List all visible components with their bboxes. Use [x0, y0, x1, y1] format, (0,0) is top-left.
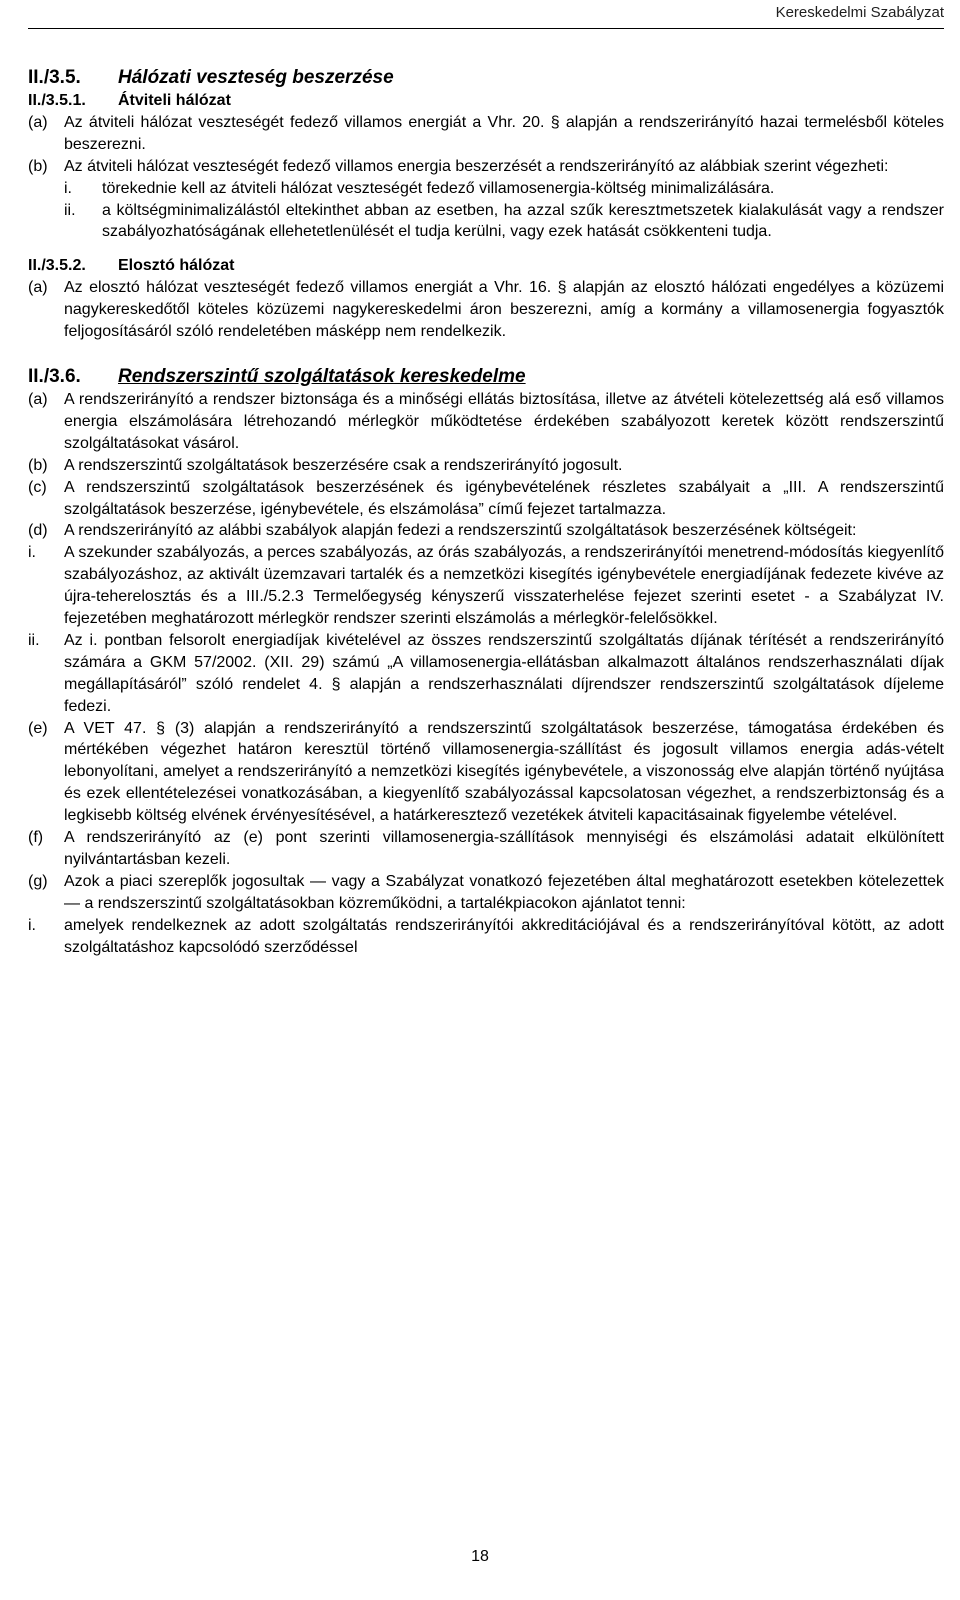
- subitem-marker: ii.: [64, 201, 76, 219]
- subitem-text: A szekunder szabályozás, a perces szabályozás, az órás szabályozás, a rendszerirányítói menetrend-módosítás kiegyenlítő szabályozáshoz, az aktivált üzemzavari tartalék és a nemzetközi kisegítés igénybevétele energiadíjának fedezete kivéve az újra-teherelosztás és a III./5.2.3 Termelőegység kényszerű visszaterhelése fejezet szerinti esetet - a Szabályzat IV. fejezetében meghatározott mérlegkör rendszer szerinti elszámolás a mérlegkör-felelősökkel.: [64, 544, 944, 628]
- section-title: Rendszerszintű szolgáltatások kereskedelme: [118, 365, 526, 387]
- item-text: Azok a piaci szereplők jogosultak — vagy a Szabályzat vonatkozó fejezetében által meghatározott esetekben kötelezettek — a rendszerszintű szolgáltatásokban közreműködni, a tartalékpiacokon ajánlatot tenni:: [64, 872, 944, 912]
- subsection-number: II./3.5.1.: [28, 92, 86, 109]
- item-text: Az átviteli hálózat veszteségét fedező villamos energia beszerzését a rendszerirányító az alábbiak szerint végezheti:: [64, 157, 889, 175]
- item-text: Az átviteli hálózat veszteségét fedező villamos energiát a Vhr. 20. § alapján a rendszerirányító hazai termelésből köteles beszerezni.: [64, 113, 944, 153]
- page-number: 18: [471, 1548, 489, 1565]
- subitem-i: [28, 542, 944, 630]
- item-marker: (g): [28, 872, 48, 890]
- subitem-marker: ii.: [28, 631, 40, 649]
- section-heading-3-5: [28, 66, 944, 90]
- subsection-number: II./3.5.2.: [28, 257, 86, 275]
- subitem-i: [28, 178, 944, 200]
- subsection-title: Elosztó hálózat: [118, 257, 235, 275]
- header-rule: [28, 28, 944, 29]
- item-marker: (c): [28, 478, 47, 496]
- item-marker: (e): [28, 719, 48, 737]
- subitem-ii: [28, 630, 944, 718]
- item-text: A VET 47. § (3) alapján a rendszerirányító a rendszerszintű szolgáltatások beszerzése, támogatása érdekében és mértékében végezhet határon keresztül történő villamosenergia-szállítást és jogosult villamos energia adás-vételt lebonyolítani, amelyet a rendszerirányító a nemzetközi kisegítés igénybevétele, a viszonosság elve alapján történő nyújtása és ezek ellentételezései vonatkozásában, a kiegyenlítő szabályozással kapcsolatosan végezhet, a rendszerbiztonság és a legkisebb költség elvének érvényesítésével, a határkeresztező vezetékek átviteli kapacitásainak figyelembe vételével.: [64, 719, 944, 825]
- paragraph-c: [28, 477, 944, 521]
- paragraph-a: [28, 112, 944, 156]
- subitem-marker: i.: [28, 544, 36, 562]
- item-text: A rendszerirányító az alábbi szabályok alapján fedezi a rendszerszintű szolgáltatások beszerzésének költségeit:: [64, 522, 857, 540]
- section-number: II./3.5.: [28, 67, 81, 88]
- paragraph-a: [28, 277, 944, 343]
- section-number: II./3.6.: [28, 365, 81, 387]
- subitem-text: Az i. pontban felsorolt energiadíjak kivételével az összes rendszerszintű szolgáltatás díjának térítését a rendszerirányító számára a GKM 57/2002. (XII. 29) számú „A villamosenergia-ellátásban alkalmazott általános rendszerhasználati díjak megállapításáról” szóló rendelet 4. § alapján a rendszerhasználati díjrendszer rendszerszintű szolgáltatások díjeleme fedezi.: [64, 631, 944, 715]
- paragraph-f: [28, 827, 944, 871]
- item-marker: (b): [28, 456, 48, 474]
- subitem-text: törekednie kell az átviteli hálózat veszteségét fedező villamosenergia-költség minimalizálására.: [102, 179, 775, 197]
- item-text: Az elosztó hálózat veszteségét fedező villamos energiát a Vhr. 16. § alapján az elosztó hálózati engedélyes a közüzemi nagykereskedőtől köteles közüzemi nagykereskedelmi áron beszerezni, amíg a kormány a villamosenergia fogyasztók feljogosításáról szóló rendeletében másképp nem rendelkezik.: [64, 279, 944, 341]
- subitem-ii: [28, 200, 944, 244]
- subitem-text: a költségminimalizálástól eltekinthet abban az esetben, ha azzal szűk keresztmetszetek kialakulását vagy a rendszer szabályozhatóságának ellehetetlenülését el tudja kerülni, vagy ezek hatását csökkenteni tudja.: [102, 201, 944, 241]
- subitem-i: [28, 915, 944, 959]
- item-text: A rendszerszintű szolgáltatások beszerzésének és igénybevételének részletes szabályait a „III. A rendszerszintű szolgáltatások beszerzése, igénybevétele, és elszámolása” című fejezet tartalmazza.: [64, 478, 944, 518]
- item-text: A rendszerirányító az (e) pont szerinti villamosenergia-szállítások mennyiségi és elszámolási adatait elkülönített nyilvántartásban kezeli.: [64, 829, 944, 868]
- section-heading-3-6: [28, 365, 944, 389]
- item-marker: (a): [28, 279, 48, 297]
- item-marker: (f): [28, 829, 44, 847]
- item-text: A rendszerszintű szolgáltatások beszerzésére csak a rendszerirányító jogosult.: [64, 456, 623, 474]
- subitem-text: amelyek rendelkeznek az adott szolgáltatás rendszerirányítói akkreditációjával és a rendszerirányítóval kötött, az adott szolgáltatáshoz kapcsolódó szerződéssel: [64, 916, 944, 956]
- item-marker: (a): [28, 113, 48, 131]
- subsection-heading-3-5-2: [28, 255, 944, 277]
- paragraph-b: [28, 455, 944, 477]
- subsection-heading-3-5-1: [28, 90, 944, 112]
- subitem-marker: i.: [64, 179, 72, 197]
- paragraph-e: [28, 718, 944, 828]
- item-marker: (d): [28, 522, 48, 540]
- item-marker: (a): [28, 390, 48, 408]
- paragraph-d: [28, 520, 944, 542]
- item-text: A rendszerirányító a rendszer biztonsága és a minőségi ellátás biztosítása, illetve az átvételi kötelezettség alá eső villamos energia elszámolására létrehozandó mérlegkör működtetése érdekében szabályozott keretek között rendszerszintű szolgáltatásokat vásárol.: [64, 390, 944, 452]
- section-title: Hálózati veszteség beszerzése: [118, 67, 394, 88]
- subitem-marker: i.: [28, 916, 36, 934]
- item-marker: (b): [28, 157, 48, 175]
- paragraph-a: [28, 389, 944, 455]
- subsection-title: Átviteli hálózat: [118, 92, 231, 109]
- running-header: Kereskedelmi Szabályzat: [775, 4, 944, 21]
- document-body: [28, 66, 944, 959]
- paragraph-g: [28, 871, 944, 915]
- paragraph-b: [28, 156, 944, 178]
